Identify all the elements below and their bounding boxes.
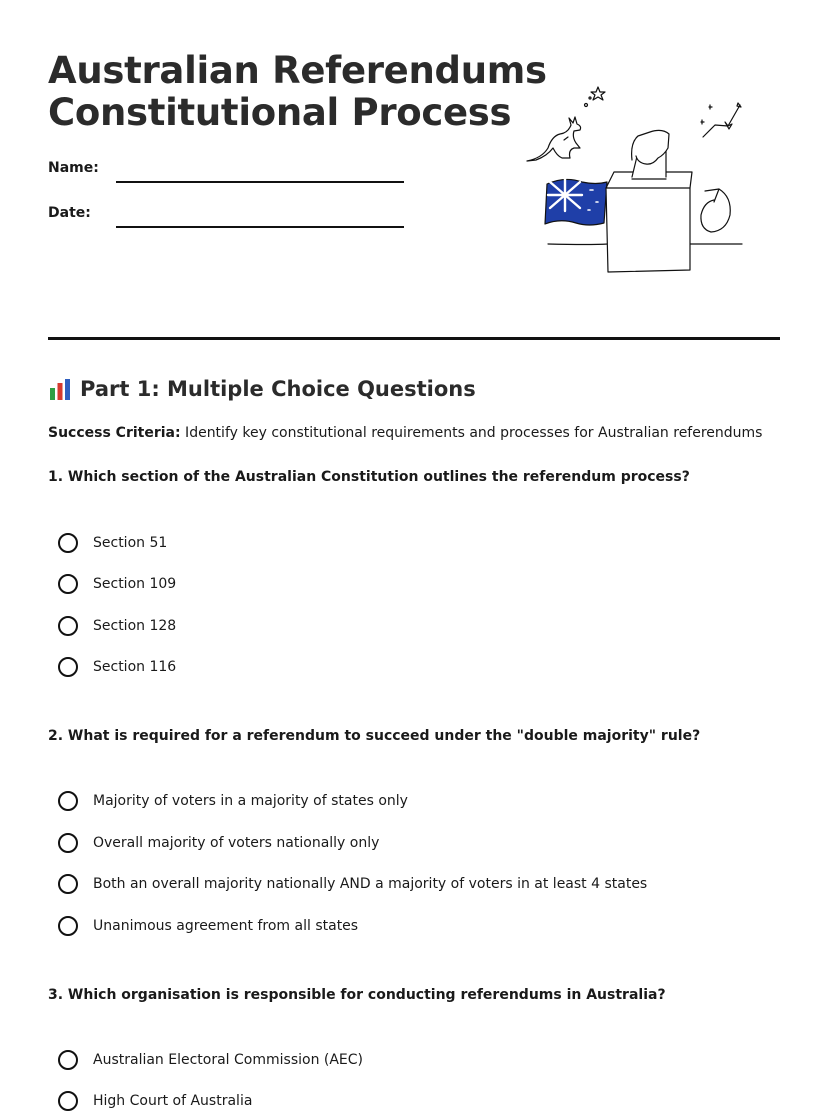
name-label: Name: [48,160,99,176]
australian-flag-icon [545,179,607,225]
option-label: Overall majority of voters nationally only [93,835,380,851]
radio-button[interactable] [58,616,78,636]
option-label: Australian Electoral Commission (AEC) [93,1052,364,1068]
title-line-2: Constitutional Process [48,91,512,134]
radio-button[interactable] [58,1091,78,1111]
question-3-option-2[interactable] [58,1089,252,1113]
radio-button[interactable] [58,574,78,594]
option-label: Section 116 [93,659,177,675]
option-label: Section 128 [93,618,177,634]
bar-chart-icon [48,377,72,401]
title-line-1: Australian Referendums [48,49,547,92]
radio-button[interactable] [58,533,78,553]
question-3: 3. Which organisation is responsible for conducting referendums in Australia? [48,987,666,1003]
kangaroo-icon [527,117,581,161]
radio-button[interactable] [58,833,78,853]
radio-button[interactable] [58,874,78,894]
radio-button[interactable] [58,916,78,936]
question-1-option-2[interactable] [58,572,176,596]
referendum-illustration [520,78,760,278]
worksheet-title [48,50,547,134]
section-divider [48,337,780,340]
radio-button[interactable] [58,657,78,677]
question-1-option-4[interactable] [58,655,176,679]
question-1-option-3[interactable] [58,614,176,638]
question-2-option-3[interactable] [58,872,647,896]
option-label: Both an overall majority nationally AND a majority of voters in at least 4 states [93,876,648,892]
part1-heading [48,373,476,405]
criteria-text: Identify key constitutional requirements and processes for Australian referendums [180,425,763,441]
constellation-icon [701,103,741,137]
date-field[interactable] [116,226,404,228]
question-2-option-1[interactable] [58,789,408,813]
date-label: Date: [48,205,91,221]
option-label: Majority of voters in a majority of states only [93,793,408,809]
question-2-option-2[interactable] [58,831,379,855]
success-criteria [48,425,762,441]
ballot-box-icon [606,172,692,272]
question-2: 2. What is required for a referendum to succeed under the "double majority" rule? [48,728,701,744]
option-label: Section 51 [93,535,168,551]
option-label: High Court of Australia [93,1093,253,1109]
circular-arrow-icon [701,189,730,232]
part1-title: Part 1: Multiple Choice Questions [80,377,476,401]
radio-button[interactable] [58,1050,78,1070]
name-field[interactable] [116,181,404,183]
radio-button[interactable] [58,791,78,811]
question-3-option-1[interactable] [58,1048,363,1072]
question-1-option-1[interactable] [58,531,167,555]
question-1: 1. Which section of the Australian Constitution outlines the referendum process? [48,469,690,485]
option-label: Section 109 [93,576,177,592]
question-2-option-4[interactable] [58,914,358,938]
star-icon [591,87,605,100]
criteria-label: Success Criteria: [48,425,181,441]
option-label: Unanimous agreement from all states [93,918,359,934]
